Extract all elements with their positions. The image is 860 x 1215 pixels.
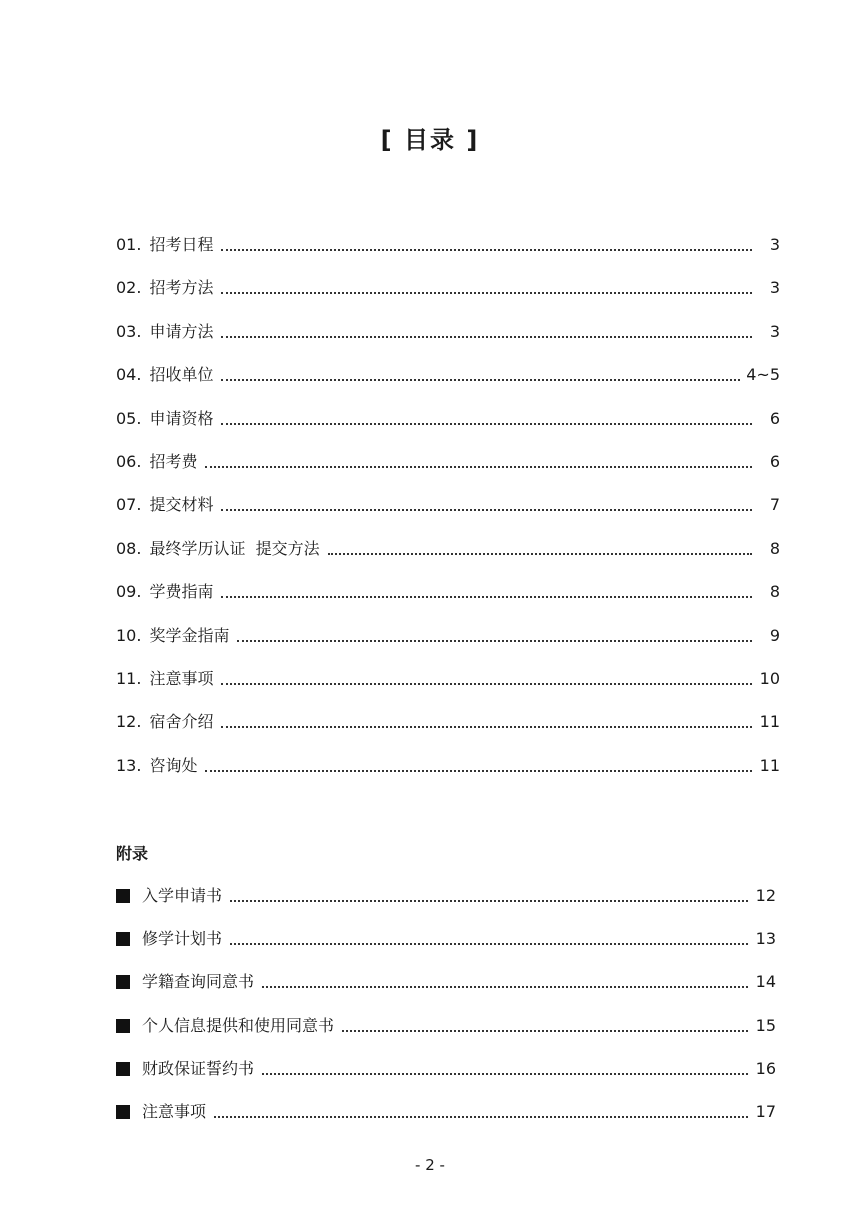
toc-entry[interactable]: [116, 537, 780, 580]
toc-entry-page: 11: [759, 755, 780, 775]
page-title: [ 目录 ]: [380, 126, 480, 154]
toc-entry[interactable]: [116, 363, 780, 406]
toc-entry-label: 提交材料: [149, 495, 214, 515]
dot-leader: [214, 1100, 748, 1118]
toc-entry[interactable]: [116, 710, 780, 753]
appendix-entry-page: 14: [755, 972, 776, 992]
dot-leader: [221, 667, 752, 685]
appendix-entry-label: 学籍查询同意书: [142, 972, 255, 992]
appendix-entry[interactable]: [116, 884, 776, 927]
toc-entry[interactable]: [116, 233, 780, 276]
toc-entry[interactable]: [116, 754, 780, 797]
toc-entry[interactable]: [116, 407, 780, 450]
dot-leader: [221, 710, 752, 728]
appendix-entry-label: 入学申请书: [142, 886, 223, 905]
appendix-entry[interactable]: [116, 1014, 776, 1057]
dot-leader: [230, 927, 748, 945]
dot-leader: [230, 884, 748, 902]
toc-entry-label: 奖学金指南: [149, 625, 230, 645]
dot-leader: [262, 1057, 748, 1075]
toc-entry-page: 8: [769, 582, 780, 602]
appendix-entry[interactable]: [116, 1100, 776, 1143]
toc-entry-number: 01.: [116, 235, 142, 254]
square-bullet-icon: [116, 1062, 130, 1076]
toc-entry[interactable]: [116, 450, 780, 493]
toc-entry-number: 02.: [116, 278, 142, 298]
square-bullet-icon: [116, 975, 130, 989]
toc-entry-label: 注意事项: [149, 668, 214, 688]
toc-entry-label: 招考费: [149, 451, 198, 471]
appendix-entry[interactable]: [116, 1057, 776, 1100]
toc-entry-page: 3: [769, 235, 780, 254]
toc-entry-page: 6: [769, 408, 780, 428]
toc-entry-number: 13.: [116, 755, 142, 775]
toc-entry[interactable]: [116, 276, 780, 319]
dot-leader: [221, 407, 752, 425]
toc-entry-label: 最终学历认证 提交方法: [149, 538, 320, 558]
toc-entry-number: 04.: [116, 365, 142, 385]
dot-leader: [262, 970, 748, 988]
dot-leader: [221, 276, 752, 294]
toc-entry-page: 9: [769, 625, 780, 645]
toc-entry-label: 咨询处: [149, 755, 198, 775]
appendix-entry[interactable]: [116, 970, 776, 1013]
toc-entry-page: 11: [759, 712, 780, 732]
toc-entry[interactable]: [116, 667, 780, 710]
toc-entry-label: 申请资格: [149, 408, 214, 428]
toc-entry[interactable]: [116, 320, 780, 363]
appendix-entry[interactable]: [116, 927, 776, 970]
appendix-entry-page: 12: [755, 886, 776, 905]
dot-leader: [221, 363, 740, 381]
square-bullet-icon: [116, 932, 130, 946]
toc-entry[interactable]: [116, 580, 780, 623]
toc-entry-label: 宿舍介绍: [149, 712, 214, 732]
toc-entry[interactable]: [116, 624, 780, 667]
square-bullet-icon: [116, 889, 130, 903]
table-of-contents: [116, 233, 780, 797]
toc-entry-number: 11.: [116, 668, 142, 688]
appendix-entry-label: 注意事项: [142, 1101, 207, 1121]
toc-entry-number: 09.: [116, 582, 142, 602]
appendix-entry-page: 15: [755, 1015, 776, 1035]
dot-leader: [205, 754, 752, 772]
toc-entry-label: 招收单位: [149, 365, 214, 385]
dot-leader: [237, 624, 752, 642]
toc-entry[interactable]: [116, 493, 780, 536]
toc-entry-label: 学费指南: [149, 582, 214, 602]
toc-entry-number: 06.: [116, 451, 142, 471]
appendix-entry-page: 16: [755, 1058, 776, 1078]
toc-entry-number: 05.: [116, 408, 142, 428]
toc-entry-page: 8: [769, 538, 780, 558]
toc-entry-page: 10: [759, 668, 780, 688]
appendix-entry-label: 个人信息提供和使用同意书: [142, 1015, 335, 1035]
dot-leader: [328, 537, 752, 555]
square-bullet-icon: [116, 1019, 130, 1033]
toc-entry-number: 03.: [116, 321, 142, 341]
toc-entry-page: 3: [769, 321, 780, 341]
toc-entry-page: 7: [769, 495, 780, 515]
appendix-entry-page: 13: [755, 929, 776, 949]
toc-entry-page: 6: [769, 451, 780, 471]
appendix-list: [116, 884, 776, 1143]
toc-entry-label: 申请方法: [149, 321, 214, 341]
toc-entry-page: 4~5: [746, 365, 780, 385]
dot-leader: [221, 580, 752, 598]
toc-entry-page: 3: [769, 278, 780, 298]
dot-leader: [221, 233, 752, 251]
appendix-heading: 附录: [116, 844, 149, 863]
page-number: - 2 -: [415, 1156, 445, 1174]
toc-entry-number: 08.: [116, 538, 142, 558]
toc-entry-number: 10.: [116, 625, 142, 645]
appendix-entry-label: 财政保证誓约书: [142, 1058, 255, 1078]
toc-entry-label: 招考日程: [149, 235, 214, 254]
toc-entry-number: 07.: [116, 495, 142, 515]
dot-leader: [221, 493, 752, 511]
toc-entry-number: 12.: [116, 712, 142, 732]
dot-leader: [342, 1014, 748, 1032]
dot-leader: [205, 450, 752, 468]
dot-leader: [221, 320, 752, 338]
toc-entry-label: 招考方法: [149, 278, 214, 298]
appendix-entry-page: 17: [755, 1101, 776, 1121]
square-bullet-icon: [116, 1105, 130, 1119]
appendix-entry-label: 修学计划书: [142, 929, 223, 949]
